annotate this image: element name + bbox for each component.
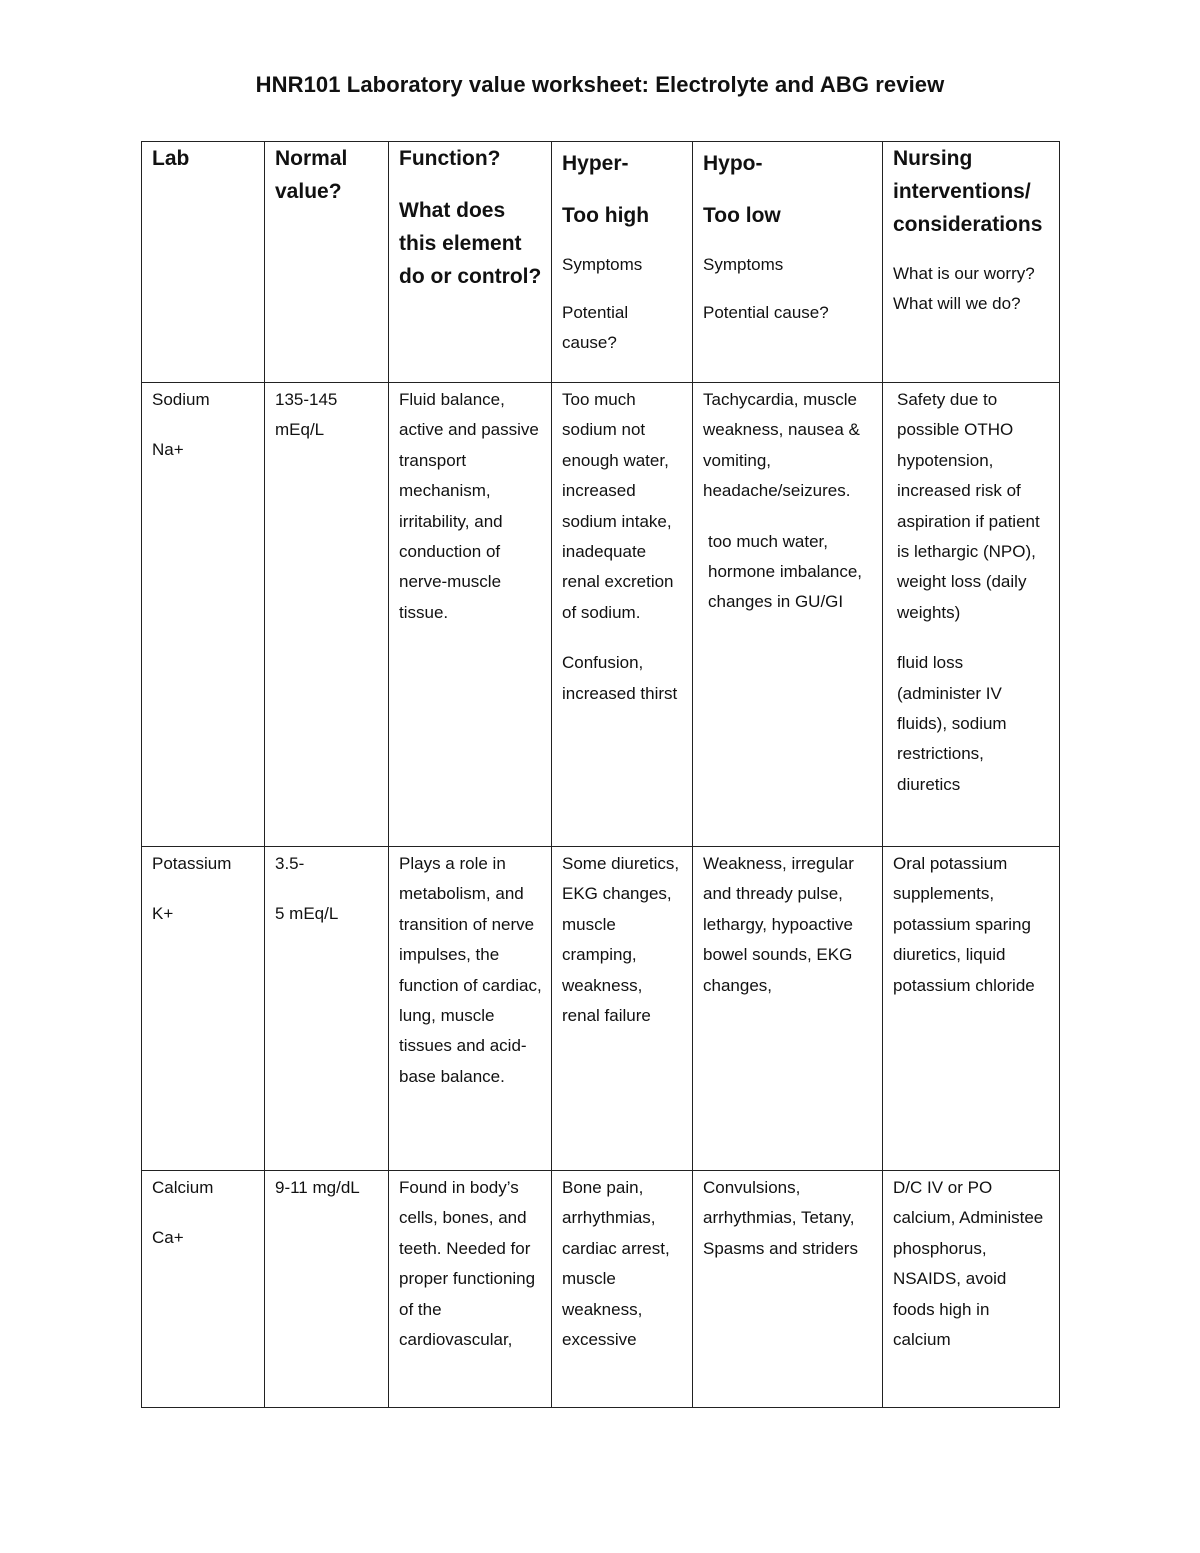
sodium-hypo-symptoms: Tachycardia, muscle weakness, nausea & vomiting, headache/seizures.: [703, 390, 860, 501]
sodium-function-text: Fluid balance, active and passive transport mechanism, irritability, and conduction of nerve-muscle tissue.: [399, 390, 539, 622]
header-function-title: Function?: [399, 147, 501, 170]
potassium-hyper-cell: [552, 847, 693, 1171]
calcium-nursing-text: D/C IV or PO calcium, Administee phosphorus, NSAIDS, avoid foods high in calcium: [893, 1178, 1044, 1350]
calcium-function-text: Found in body’s cells, bones, and teeth. Needed for proper functioning of the cardiovascular,: [399, 1178, 536, 1350]
table-row: [142, 1171, 1060, 1408]
potassium-hypo-cell: [693, 847, 883, 1171]
header-nursing-question: What is our worry? What will we do?: [893, 264, 1035, 313]
header-hyper-cause: Potential cause?: [562, 303, 629, 352]
header-lab-label: Lab: [152, 147, 190, 170]
calcium-normal-value: 9-11 mg/dL: [275, 1178, 360, 1197]
calcium-lab-cell: [142, 1171, 265, 1408]
potassium-function-cell: [389, 847, 552, 1171]
calcium-normal-cell: [265, 1171, 389, 1408]
potassium-normal-line-1: 3.5-: [275, 854, 305, 873]
potassium-lab-name: Potassium: [152, 854, 232, 873]
potassium-lab-symbol: K+: [152, 904, 174, 924]
header-function-question: What does this element do or control?: [399, 199, 542, 288]
header-function: [389, 142, 552, 383]
header-normal-line-1: Normal: [275, 147, 348, 170]
sodium-hypo-cell: [693, 383, 883, 847]
header-hyper-title: Hyper-: [562, 152, 629, 175]
header-lab: [142, 142, 265, 383]
header-normal: [265, 142, 389, 383]
header-hypo-title: Hypo-: [703, 152, 763, 175]
sodium-normal-value: 135-145 mEq/L: [275, 390, 338, 440]
potassium-normal-line-2: 5 mEq/L: [275, 904, 339, 924]
potassium-hypo-text: Weakness, irregular and thready pulse, lethargy, hypoactive bowel sounds, EKG changes,: [703, 854, 854, 995]
sodium-hyper-cause: Too much sodium not enough water, increased sodium intake, inadequate renal excretion of sodium.: [562, 390, 674, 622]
potassium-normal-cell: [265, 847, 389, 1171]
potassium-hyper-text: Some diuretics, EKG changes, muscle cramping, weakness, renal failure: [562, 854, 680, 1026]
potassium-nursing-text: Oral potassium supplements, potassium sparing diuretics, liquid potassium chloride: [893, 854, 1035, 995]
calcium-nursing-cell: [883, 1171, 1060, 1408]
header-hypo-subtitle: Too low: [703, 204, 781, 227]
sodium-normal-cell: [265, 383, 389, 847]
header-hyper-symptoms: Symptoms: [562, 255, 643, 274]
table-header-row: [142, 142, 1060, 383]
sodium-lab-symbol: Na+: [152, 440, 184, 460]
sodium-function-cell: [389, 383, 552, 847]
calcium-hyper-cell: [552, 1171, 693, 1408]
header-hyper-subtitle: Too high: [562, 204, 650, 227]
potassium-nursing-cell: [883, 847, 1060, 1171]
lab-value-table: [141, 141, 1060, 1408]
page-title: HNR101 Laboratory value worksheet: Electrolyte and ABG review: [255, 72, 945, 97]
sodium-hyper-symptoms: Confusion, increased thirst: [562, 653, 678, 703]
calcium-lab-name: Calcium: [152, 1178, 214, 1197]
header-hypo-cause: Potential cause?: [703, 303, 829, 322]
header-nursing-title: Nursing interventions/ considerations: [893, 147, 1043, 236]
header-normal-line-2: value?: [275, 180, 342, 203]
calcium-hyper-text: Bone pain, arrhythmias, cardiac arrest, muscle weakness, excessive: [562, 1178, 670, 1350]
calcium-hypo-cell: [693, 1171, 883, 1408]
potassium-lab-cell: [142, 847, 265, 1171]
table-row: [142, 847, 1060, 1171]
calcium-lab-symbol: Ca+: [152, 1228, 184, 1248]
sodium-hypo-cause: too much water, hormone imbalance, changes in GU/GI: [708, 531, 863, 612]
sodium-nursing-safety: Safety due to possible OTHO hypotension, increased risk of aspiration if patient is lethargic (NPO), weight loss (daily weights): [897, 390, 1040, 622]
header-nursing: [883, 142, 1060, 383]
header-hypo-symptoms: Symptoms: [703, 255, 784, 274]
sodium-lab-cell: [142, 383, 265, 847]
header-hyper: [552, 142, 693, 383]
sodium-lab-name: Sodium: [152, 390, 210, 409]
sodium-nursing-cell: [883, 383, 1060, 847]
potassium-function-text: Plays a role in metabolism, and transition of nerve impulses, the function of cardiac, lung, muscle tissues and acid- base balance.: [399, 854, 542, 1086]
table-row: [142, 383, 1060, 847]
calcium-function-cell: [389, 1171, 552, 1408]
sodium-hyper-cell: [552, 383, 693, 847]
sodium-nursing-fluid: fluid loss (administer IV fluids), sodium restrictions, diuretics: [897, 653, 1007, 794]
header-hypo: [693, 142, 883, 383]
calcium-hypo-text: Convulsions, arrhythmias, Tetany, Spasms and striders: [703, 1178, 858, 1258]
